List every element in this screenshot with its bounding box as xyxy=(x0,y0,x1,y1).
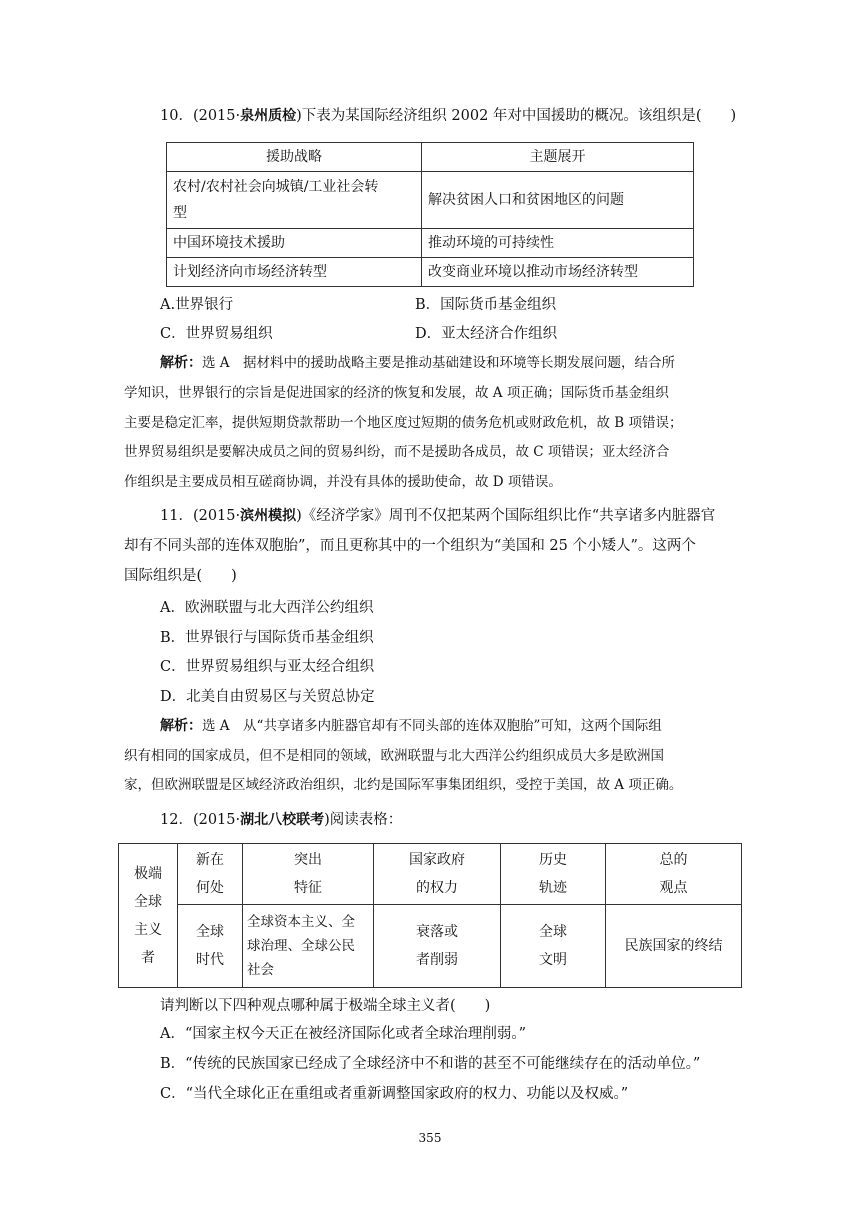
q10-number: 10．(2015· xyxy=(160,108,241,124)
q12-prompt: 请判断以下四种观点哪种属于极端全球主义者( ) xyxy=(160,998,491,1014)
q12-stem: 12．(2015·湖北八校联考)阅读表格： xyxy=(160,812,403,828)
q12-number: 12．(2015· xyxy=(160,812,241,828)
q11-stem-line: 却有不同头部的连体双胞胎”，而且更称其中的一个组织为“美国和 25 个小矮人”。这两个 xyxy=(124,538,696,554)
q12-col-header: 总的 观点 xyxy=(606,844,742,905)
q11-analysis-line: 家，但欧洲联盟是区域经济政治组织，北约是国际军事集团组织，受控于美国，故 A 项正确。 xyxy=(124,777,683,793)
q10-analysis-line: 解析：选 A 据材料中的援助战略主要是推动基础建设和环境等长期发展问题，结合所 xyxy=(160,355,676,371)
analysis-label: 解析： xyxy=(160,355,202,371)
q12-col-header: 国家政府 的权力 xyxy=(374,844,501,905)
q10-table-header: 主题展开 xyxy=(422,143,694,172)
q10-table xyxy=(166,142,694,287)
q11-source: 滨州模拟 xyxy=(240,508,297,524)
q10-table-cell: 计划经济向市场经济转型 xyxy=(167,258,422,287)
q11-option-a: A．欧洲联盟与北大西洋公约组织 xyxy=(160,600,374,616)
q12-col-header: 突出 特征 xyxy=(243,844,374,905)
q12-cell: 衰落或 者削弱 xyxy=(374,905,501,988)
q11-option-c: C．世界贸易组织与亚太经合组织 xyxy=(160,659,375,675)
page-number: 355 xyxy=(418,1131,442,1145)
q11-stem: 11．(2015·滨州模拟)《经济学家》周刊不仅把某两个国际组织比作“共享诸多内脏器官 xyxy=(160,508,716,524)
q12-row-label: 极端 全球 主义 者 xyxy=(119,844,178,988)
q11-stem-line: 国际组织是( ) xyxy=(124,568,237,584)
q10-text: )下表为某国际经济组织 2002 年对中国援助的概况。该组织是( ) xyxy=(296,108,737,124)
q12-cell: 全球 时代 xyxy=(178,905,243,988)
q10-analysis-line: 世界贸易组织是要解决成员之间的贸易纠纷，而不是援助各成员，故 C 项错误；亚太经济合 xyxy=(124,444,670,460)
q12-cell: 民族国家的终结 xyxy=(606,905,742,988)
q10-stem xyxy=(160,106,736,126)
q12-option-b: B．“传统的民族国家已经成了全球经济中不和谐的甚至不可能继续存在的活动单位。” xyxy=(160,1056,701,1072)
q11-option-d: D．北美自由贸易区与关贸总协定 xyxy=(160,689,375,705)
q11-analysis-line: 织有相同的国家成员，但不是相同的领域，欧洲联盟与北大西洋公约组织成员大多是欧洲国 xyxy=(124,748,664,764)
q11-analysis-line: 解析：选 A 从“共享诸多内脏器官却有不同头部的连体双胞胎”可知，这两个国际组 xyxy=(160,718,662,734)
q10-table-header: 援助战略 xyxy=(167,143,422,172)
q12-table xyxy=(118,843,742,988)
q10-analysis-line: 主要是稳定汇率，提供短期贷款帮助一个地区度过短期的债务危机或财政危机，故 B 项错误； xyxy=(124,415,683,431)
q10-table-cell: 改变商业环境以推动市场经济转型 xyxy=(422,258,694,287)
analysis-label: 解析： xyxy=(160,718,202,734)
q10-analysis-line: 学知识，世界银行的宗旨是促进国家的经济的恢复和发展，故 A 项正确；国际货币基金组织 xyxy=(124,385,669,401)
q12-option-c: C．“当代全球化正在重组或者重新调整国家政府的权力、功能以及权威。” xyxy=(160,1086,629,1102)
q12-cell: 全球资本主义、全 球治理、全球公民 社会 xyxy=(243,905,374,988)
q10-table-cell: 中国环境技术援助 xyxy=(167,229,422,258)
q12-option-a: A．“国家主权今天正在被经济国际化或者全球治理削弱。” xyxy=(160,1026,527,1042)
q10-option-c: C．世界贸易组织 xyxy=(160,326,273,342)
q12-cell: 全球 文明 xyxy=(501,905,606,988)
q10-option-d: D．亚太经济合作组织 xyxy=(415,326,558,342)
q10-table-cell: 推动环境的可持续性 xyxy=(422,229,694,258)
q11-option-b: B．世界银行与国际货币基金组织 xyxy=(160,630,374,646)
q12-source: 湖北八校联考 xyxy=(240,812,325,828)
q12-col-header: 历史 轨迹 xyxy=(501,844,606,905)
q10-source: 泉州质检 xyxy=(240,108,297,124)
q10-table-cell: 解决贫困人口和贫困地区的问题 xyxy=(422,172,694,229)
q12-col-header: 新在 何处 xyxy=(178,844,243,905)
q10-table-cell: 农村/农村社会向城镇/工业社会转 型 xyxy=(167,172,422,229)
q10-analysis-line: 作组织是主要成员相互磋商协调，并没有具体的援助使命，故 D 项错误。 xyxy=(124,474,562,490)
q10-option-a: A.世界银行 xyxy=(160,297,234,313)
q11-number: 11．(2015· xyxy=(160,508,241,524)
q10-option-b: B．国际货币基金组织 xyxy=(415,297,557,313)
